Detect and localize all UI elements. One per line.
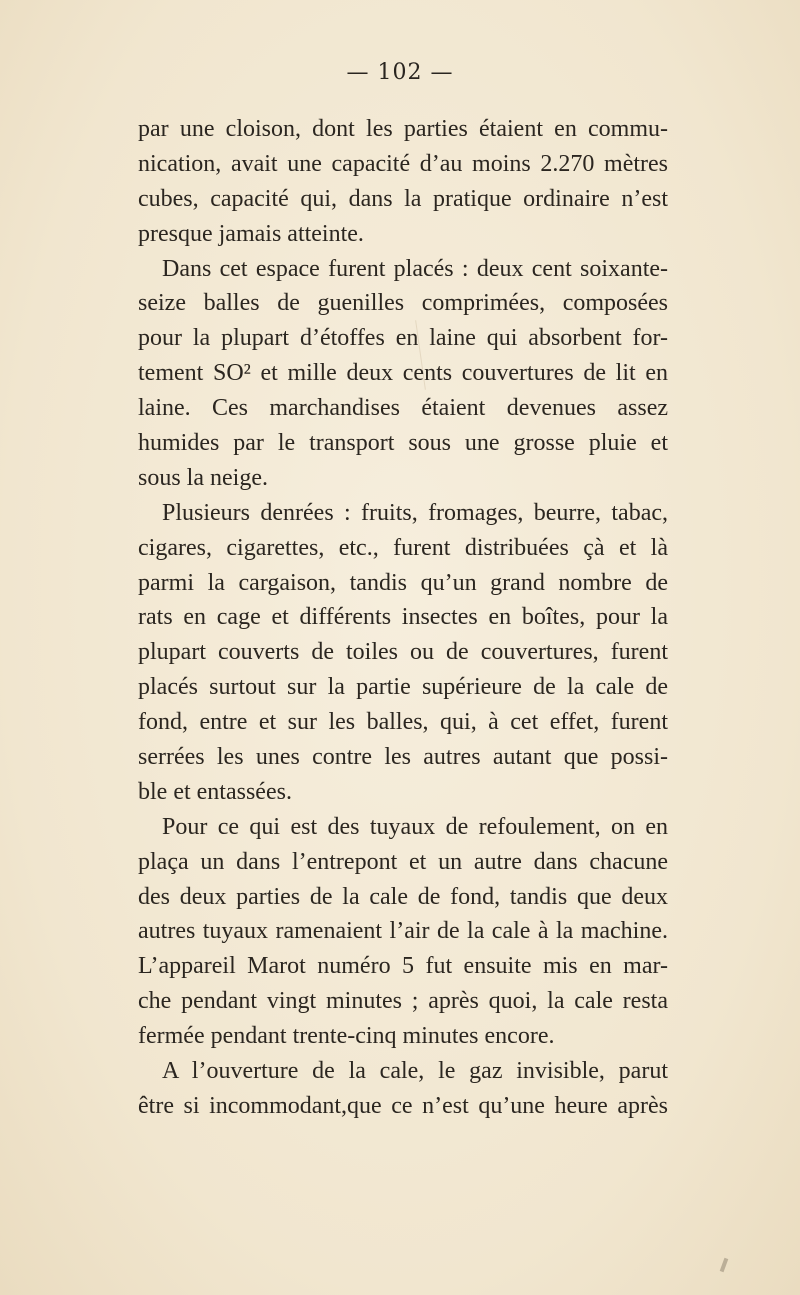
text-line: laine. Ces marchandises étaient devenues assez [138, 395, 668, 422]
text-line: pour la plupart d’étoffes en laine qui absorbent for- [138, 325, 668, 352]
text-line: parmi la cargaison, tandis qu’un grand nombre de [138, 569, 668, 596]
text-line: humides par le transport sous une grosse pluie et [138, 430, 668, 457]
text-line: Dans cet espace furent placés : deux cent soixante- [162, 255, 668, 282]
text-line: plaça un dans l’entrepont et un autre dans chacune [138, 848, 668, 875]
text-line: Plusieurs denrées : fruits, fromages, beurre, tabac, [162, 499, 668, 526]
text-line: rats en cage et différents insectes en boîtes, pour la [138, 604, 668, 631]
text-line: plupart couverts de toiles ou de couvertures, furent [138, 639, 668, 666]
ink-mark [720, 1258, 729, 1273]
body-text [138, 112, 668, 1124]
text-line: des deux parties de la cale de fond, tandis que deux [138, 883, 668, 910]
text-line: nication, avait une capacité d’au moins 2.270 mètres [138, 150, 668, 177]
page-number-header: — 102 — [346, 60, 454, 85]
text-line: ble et entassées. [138, 778, 292, 805]
text-line: cubes, capacité qui, dans la pratique ordinaire n’est [138, 185, 668, 212]
text-line: L’appareil Marot numéro 5 fut ensuite mis en mar- [138, 953, 668, 980]
text-line: A l’ouverture de la cale, le gaz invisible, parut [162, 1058, 668, 1085]
text-line: cigares, cigarettes, etc., furent distribuées çà et là [138, 534, 668, 561]
text-line: tement SO² et mille deux cents couvertures de lit en [138, 360, 668, 387]
text-line: par une cloison, dont les parties étaient en commu- [138, 116, 668, 142]
text-line: être si incommodant,que ce n’est qu’une heure après [138, 1092, 668, 1119]
text-line: che pendant vingt minutes ; après quoi, la cale resta [138, 988, 668, 1015]
text-line: placés surtout sur la partie supérieure de la cale de [138, 674, 668, 701]
text-line: presque jamais atteinte. [138, 220, 364, 247]
text-line: serrées les unes contre les autres autant que possi- [138, 744, 668, 771]
text-line: seize balles de guenilles comprimées, composées [138, 290, 668, 317]
text-line: sous la neige. [138, 464, 268, 491]
text-line: Pour ce qui est des tuyaux de refoulement, on en [162, 813, 668, 840]
text-line: fond, entre et sur les balles, qui, à cet effet, furent [138, 709, 668, 736]
text-line: fermée pendant trente-cinq minutes encore. [138, 1023, 555, 1050]
text-line: autres tuyaux ramenaient l’air de la cale à la machine. [138, 918, 668, 945]
